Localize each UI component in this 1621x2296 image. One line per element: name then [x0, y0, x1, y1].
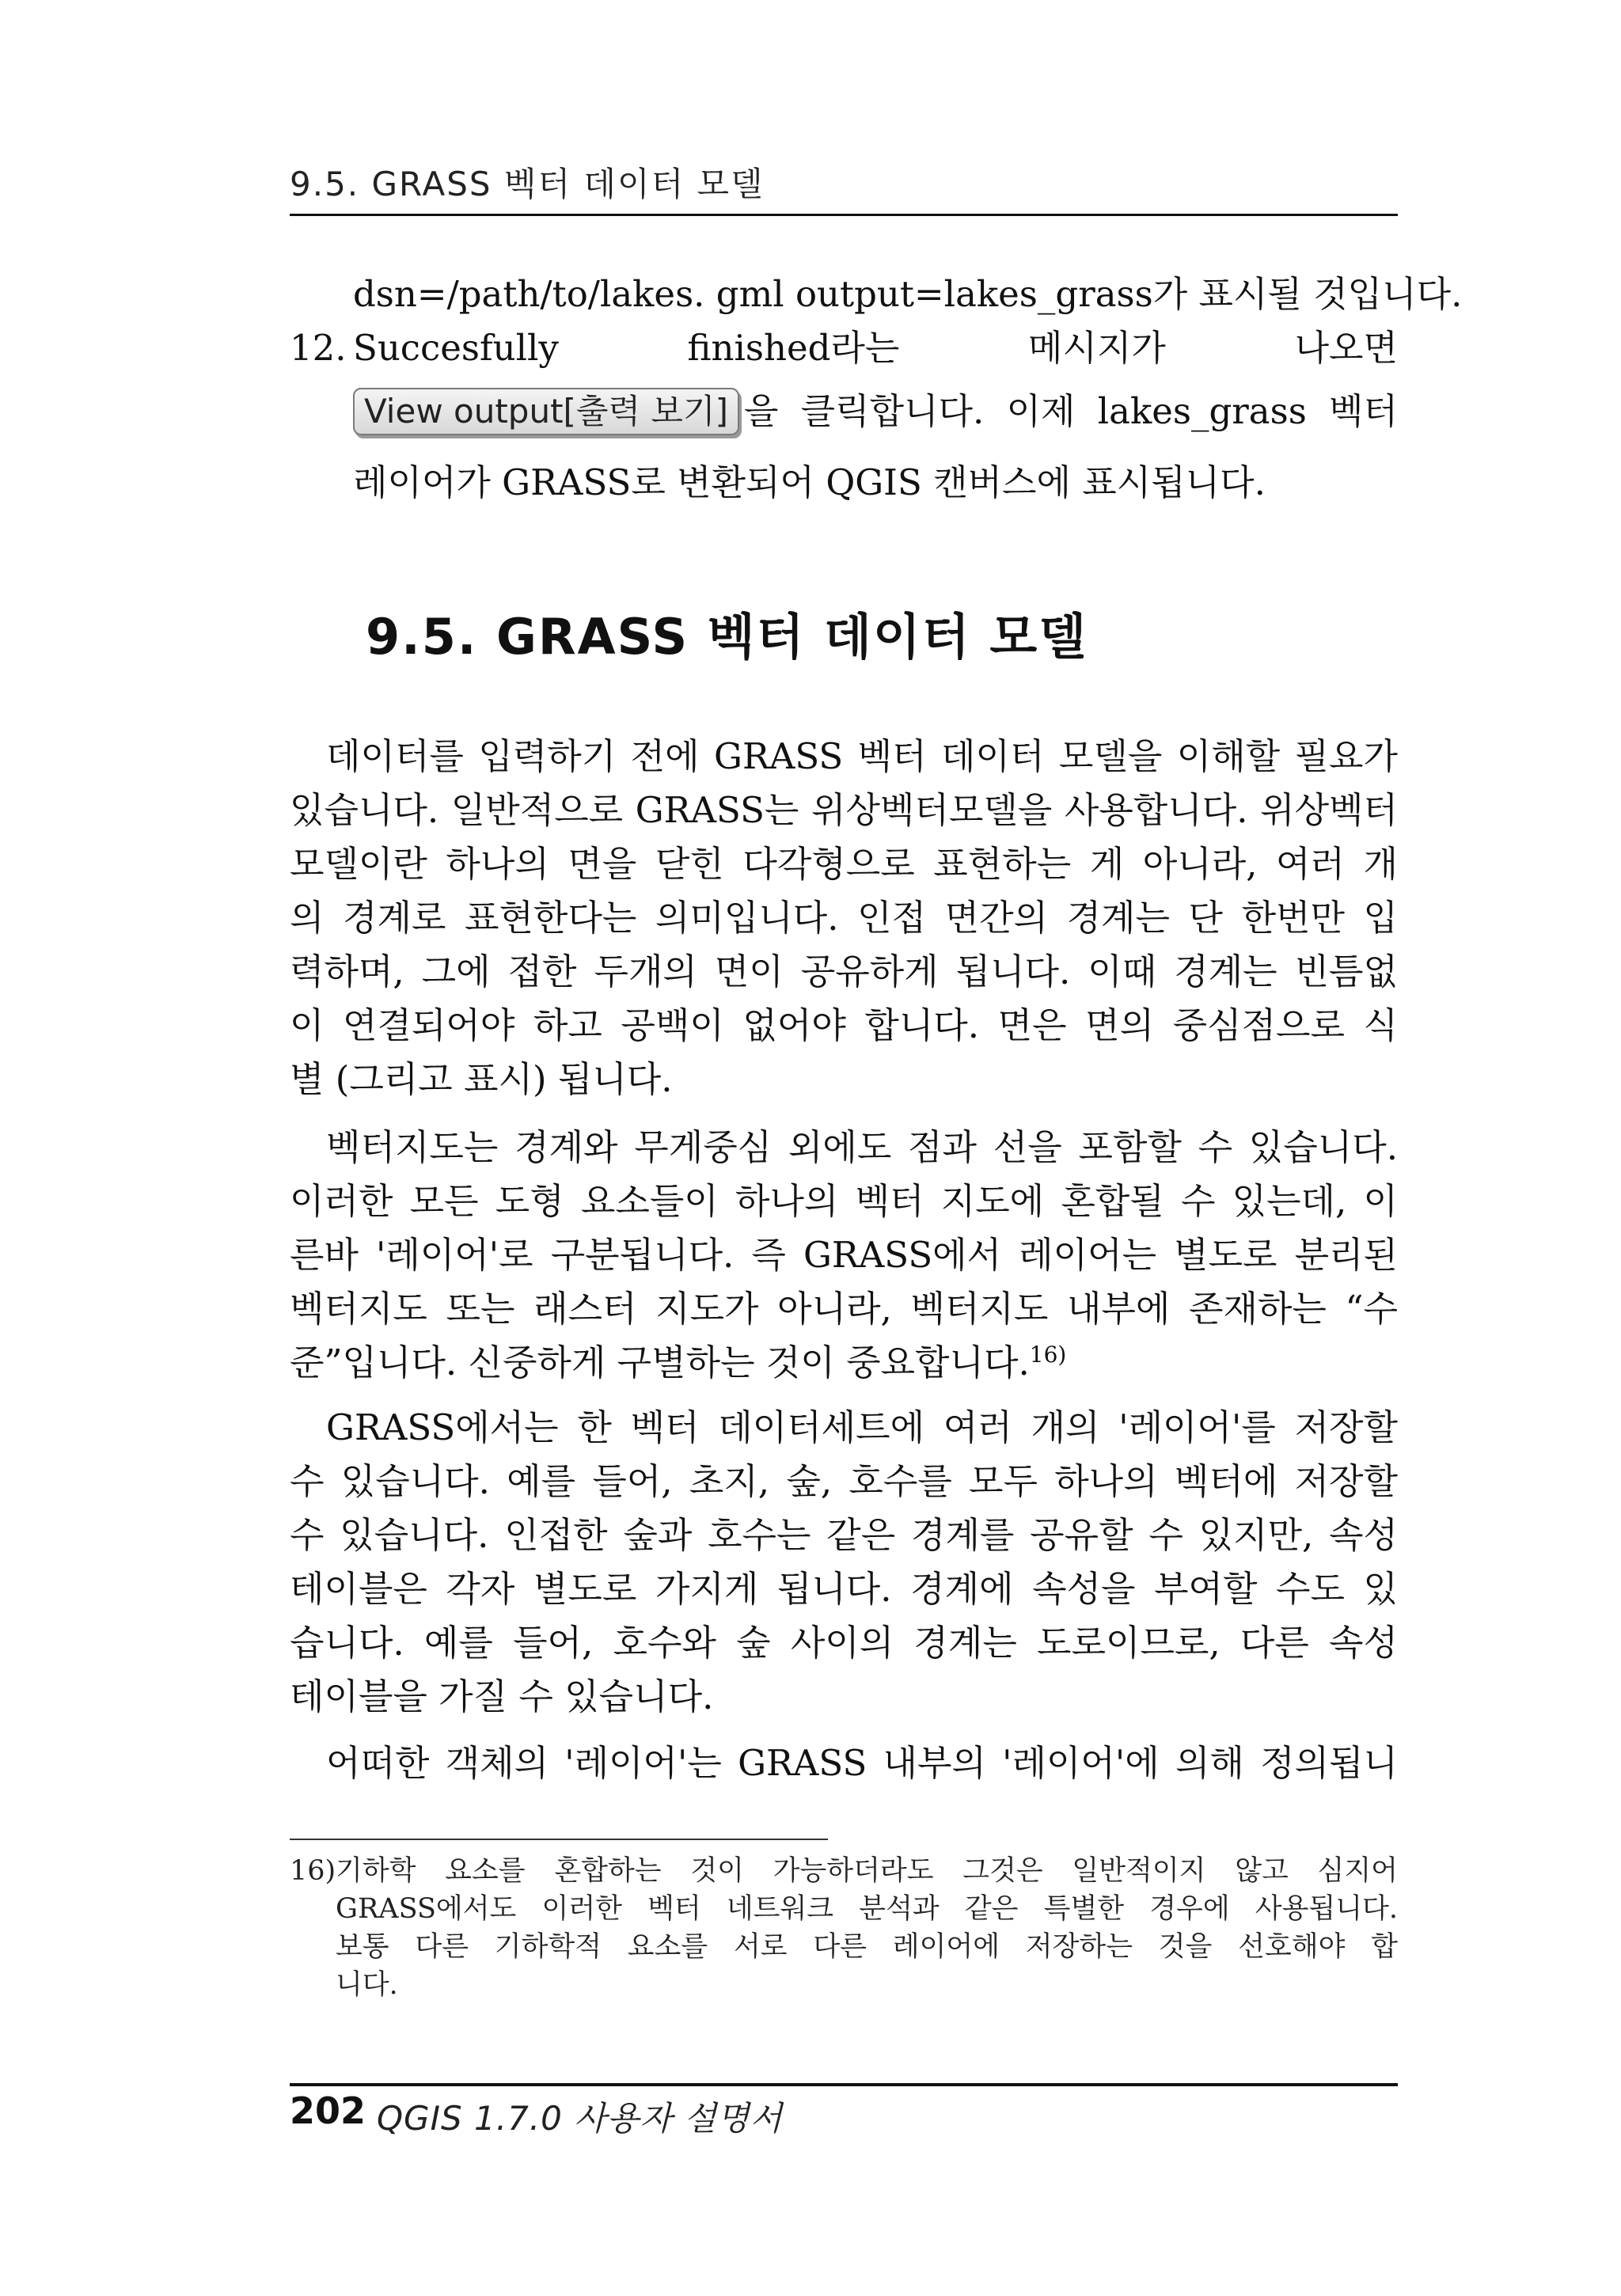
paragraph-line: 준”입니다. 신중하게 구별하는 것이 중요합니다.$^{16)}$	[290, 1342, 1067, 1383]
paragraph-line: GRASS에서는 한 벡터 데이터세트에 여러 개의 '레이어'를 저장할	[326, 1406, 1398, 1448]
paragraph-line: 모델이란 하나의 면을 닫힌 다각형으로 표현하는 게 아니라, 여러 개	[290, 843, 1398, 885]
paragraph-line: 력하며, 그에 접한 두개의 면이 공유하게 됩니다. 이때 경계는 빈틈없	[290, 951, 1398, 992]
step-text: Succesfully finished라는 메시지가 나오면	[353, 327, 1398, 369]
footnote-line: GRASS에서도 이러한 벡터 네트워크 분석과 같은 특별한 경우에 사용됩니다.	[336, 1893, 1398, 1925]
view-output-button[interactable]: View output[출력 보기]	[353, 388, 739, 435]
paragraph-line: 어떠한 객체의 '레이어'는 GRASS 내부의 '레이어'에 의해 정의됩니	[326, 1742, 1398, 1784]
running-header: 9.5. GRASS 벡터 데이터 모델	[290, 165, 765, 203]
paragraph-line: 의 경계로 표현한다는 의미입니다. 인접 면간의 경계는 단 한번만 입	[290, 897, 1398, 939]
book-title: QGIS 1.7.0 사용자 설명서	[377, 2099, 784, 2138]
paragraph-line: 별 (그리고 표시) 됩니다.	[290, 1058, 673, 1100]
footnote-line: 보통 다른 기하학적 요소를 서로 다른 레이어에 저장하는 것을 선호해야 합	[336, 1931, 1398, 1963]
header-rule	[290, 214, 1398, 216]
step-number: 12.	[290, 327, 347, 369]
paragraph-line: 수 있습니다. 인접한 숲과 호수는 같은 경계를 공유할 수 있지만, 속성	[290, 1514, 1398, 1556]
footnote-reference[interactable]: 16)	[1029, 1342, 1067, 1368]
paragraph-line: 테이블을 가질 수 있습니다.	[290, 1676, 714, 1717]
paragraph-line: 벡터지도는 경계와 무게중심 외에도 점과 선을 포함할 수 있습니다.	[326, 1126, 1398, 1168]
step-12-line-2	[353, 386, 1398, 437]
paragraph-line: 수 있습니다. 예를 들어, 초지, 숲, 호수를 모두 하나의 벡터에 저장할	[290, 1460, 1398, 1502]
footnote-line: 니다.	[336, 1969, 398, 2001]
paragraph-line: 벡터지도 또는 래스터 지도가 아니라, 벡터지도 내부에 존재하는 “수	[290, 1288, 1398, 1330]
paragraph-line: 테이블은 각자 별도로 가지게 됩니다. 경계에 속성을 부여할 수도 있	[290, 1568, 1398, 1610]
section-heading: 9.5. GRASS 벡터 데이터 모델	[366, 608, 1088, 666]
paragraph-line: 이 연결되어야 하고 공백이 없어야 합니다. 면은 면의 중심점으로 식	[290, 1004, 1398, 1046]
footnote-number: 16)	[290, 1855, 336, 1887]
page-number: 202	[290, 2089, 366, 2132]
paragraph-line: 른바 '레이어'로 구분됩니다. 즉 GRASS에서 레이어는 별도로 분리된	[290, 1234, 1398, 1276]
step-text-after-button: 을 클릭합니다. 이제 lakes_grass 벡터	[743, 390, 1398, 432]
step-12-line-3: 레이어가 GRASS로 변환되어 QGIS 캔버스에 표시됩니다.	[353, 461, 1266, 503]
paragraph-line: 있습니다. 일반적으로 GRASS는 위상벡터모델을 사용합니다. 위상벡터	[290, 789, 1398, 831]
footer-rule	[290, 2083, 1398, 2086]
paragraph-line: 습니다. 예를 들어, 호수와 숲 사이의 경계는 도로이므로, 다른 속성	[290, 1622, 1398, 1664]
paragraph-line: 데이터를 입력하기 전에 GRASS 벡터 데이터 모델을 이해할 필요가	[326, 735, 1398, 777]
footnote-line: 16) 기하학 요소를 혼합하는 것이 가능하더라도 그것은 일반적이지 않고 심지어	[290, 1855, 1398, 1887]
footnote-rule	[290, 1839, 828, 1840]
paragraph-line: 이러한 모든 도형 요소들이 하나의 벡터 지도에 혼합될 수 있는데, 이	[290, 1180, 1398, 1222]
step-continuation: dsn=/path/to/lakes. gml output=lakes_grass가 표시될 것입니다.	[353, 273, 1463, 315]
step-12-line-1	[290, 323, 1398, 374]
